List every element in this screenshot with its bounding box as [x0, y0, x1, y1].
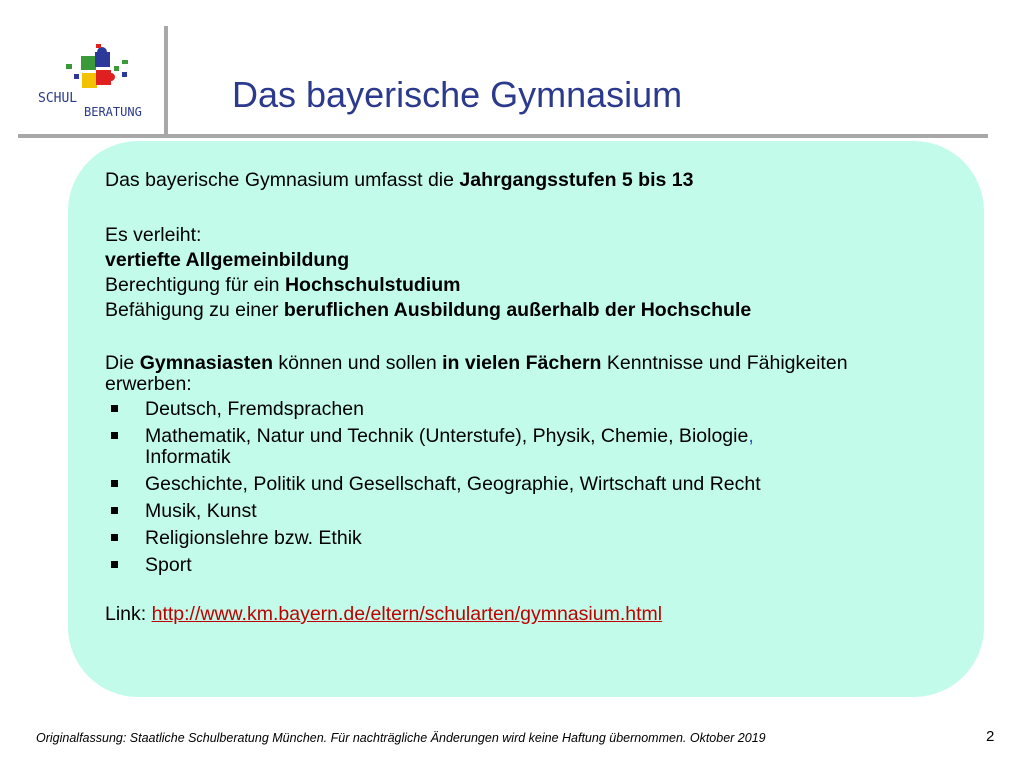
- bullet-square-icon: [111, 432, 118, 439]
- intro-line: [105, 168, 905, 193]
- dot-green-right: [114, 66, 119, 71]
- slide-title: Das bayerische Gymnasium: [232, 74, 683, 115]
- intro-text: Das bayerische Gymnasium umfasst die: [105, 169, 460, 191]
- title-vertical-rule: [164, 26, 168, 138]
- dot-green: [66, 64, 72, 69]
- bullet-square-icon: [111, 534, 118, 541]
- puzzle-knob-red: [107, 73, 115, 81]
- item-allgemeinbildung: [105, 248, 905, 273]
- logo-text-schul: SCHUL: [38, 91, 78, 106]
- item-text: Befähigung zu einer: [105, 299, 284, 321]
- link-label: Link:: [105, 603, 152, 625]
- gym-bold-2: in vielen Fächern: [442, 352, 602, 374]
- dot-blue: [74, 74, 79, 79]
- page-number: 2: [986, 728, 995, 745]
- bullet-square-icon: [111, 561, 118, 568]
- list-item: Musik, Kunst: [105, 501, 905, 522]
- schulberatung-logo: [34, 44, 154, 128]
- puzzle-logo-icon: [34, 44, 154, 128]
- bullet-square-icon: [111, 507, 118, 514]
- item-hochschulstudium: [105, 273, 905, 298]
- list-item: Mathematik, Natur und Technik (Unterstufe), Physik, Chemie, Biologie, Informatik: [105, 426, 905, 468]
- slide-content: [105, 168, 905, 627]
- list-item: Geschichte, Politik und Gesellschaft, Geographie, Wirtschaft und Recht: [105, 474, 905, 495]
- list-item: Deutsch, Fremdsprachen: [105, 399, 905, 420]
- logo-text-beratung: BERATUNG: [84, 105, 142, 119]
- item-bold: vertiefte Allgemeinbildung: [105, 249, 350, 271]
- puzzle-knob-blue: [97, 47, 107, 57]
- dot-blue-right: [122, 72, 127, 77]
- item-bold: Hochschulstudium: [284, 274, 461, 296]
- bullet-square-icon: [111, 405, 118, 412]
- list-item: Sport: [105, 555, 905, 576]
- verleiht-label: Es verleiht:: [105, 224, 202, 246]
- bullet-square-icon: [111, 480, 118, 487]
- item-ausbildung: [105, 298, 905, 323]
- dot-red-top: [96, 44, 101, 48]
- footer-note: Originalfassung: Staatliche Schulberatung München. Für nachträgliche Änderungen wird keine Haftung übernommen. Oktober 2019: [36, 731, 766, 745]
- gym-bold-1: Gymnasiasten: [139, 352, 273, 374]
- item-bold: beruflichen Ausbildung außerhalb der Hochschule: [283, 299, 752, 321]
- intro-bold: Jahrgangsstufen 5 bis 13: [459, 169, 694, 191]
- puzzle-piece-yellow: [82, 73, 97, 88]
- dot-green-top: [122, 60, 128, 64]
- title-horizontal-rule: [18, 134, 988, 138]
- item-text: Berechtigung für ein: [105, 274, 285, 296]
- link-line: [105, 602, 905, 627]
- subject-list: [105, 399, 905, 576]
- gymnasiasten-paragraph: Die Gymnasiasten können und sollen in vielen Fächern Kenntnisse und Fähigkeiten erwerben:: [105, 352, 848, 395]
- gymnasium-link[interactable]: http://www.km.bayern.de/eltern/schularten/gymnasium.html: [151, 603, 663, 625]
- list-item: Religionslehre bzw. Ethik: [105, 528, 905, 549]
- puzzle-piece-green: [81, 56, 96, 70]
